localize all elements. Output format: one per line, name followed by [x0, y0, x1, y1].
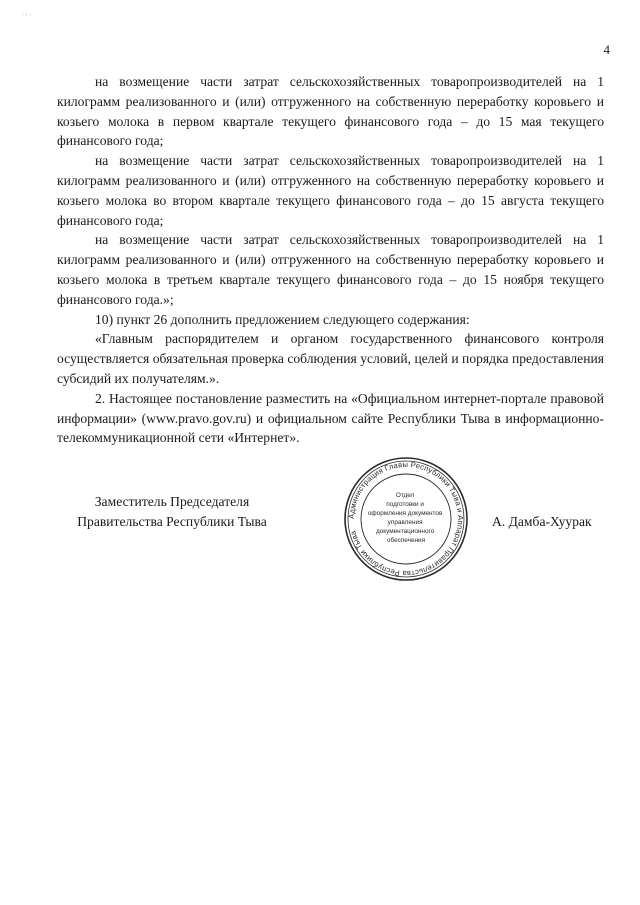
- paragraph: на возмещение части затрат сельскохозяйственных товаропроизводителей на 1 килограмм реализованного и (или) отгруженного на собственную переработку коровьего и козьего молока в третьем квартале текущего финансового года – до 15 ноября текущего финансового года.»;: [57, 232, 604, 307]
- svg-text:Отдел подготовки и офо: [368, 492, 444, 544]
- seal-outer-text: Администрация Главы Республики Тыва и Аппарат Правительства Республики Тыва: [346, 459, 466, 579]
- paragraph: «Главным распорядителем и органом государственного финансового контроля осуществляется обязательная проверка соблюдения условий, целей и порядка предоставления субсидий их получателям.».: [57, 331, 604, 386]
- seal-inner-line: управления: [387, 519, 423, 526]
- seal-inner-line: Отдел: [395, 492, 415, 499]
- signer-title-line: Правительства Республики Тыва: [77, 513, 267, 529]
- paragraph: на возмещение части затрат сельскохозяйственных товаропроизводителей на 1 килограмм реализованного и (или) отгруженного на собственную переработку коровьего и козьего молока в первом квартале текущего финансового года – до 15 мая текущего финансового года;: [57, 74, 604, 149]
- scan-corner-mark: ' ' ': [22, 12, 32, 22]
- paragraph: 10) пункт 26 дополнить предложением следующего содержания:: [95, 311, 470, 327]
- seal-inner-line: подготовки и: [386, 501, 424, 508]
- signer-name: А. Дамба-Хуурак: [492, 514, 592, 529]
- seal-inner-line: оформления документов: [367, 510, 443, 517]
- paragraph: на возмещение части затрат сельскохозяйственных товаропроизводителей на 1 килограмм реализованного и (или) отгруженного на собственную переработку коровьего и козьего молока во втором квартале текущего финансового года – до 15 августа текущего финансового года;: [57, 153, 604, 228]
- seal-inner-line: обеспечения: [386, 537, 426, 544]
- signer-title-line: Заместитель Председателя: [94, 494, 250, 509]
- page-number: 4: [603, 42, 610, 57]
- signer-title: [57, 492, 287, 532]
- document-body: [57, 72, 604, 448]
- official-seal: [342, 455, 470, 583]
- signature-block: [57, 492, 617, 592]
- seal-inner-line: документационного: [375, 528, 435, 535]
- paragraph: 2. Настоящее постановление разместить на «Официальном интернет-портале правовой информации» (www.pravo.gov.ru) и официальном сайте Республики Тыва в информационно-телекоммуникационной сети «Интернет».: [57, 390, 604, 446]
